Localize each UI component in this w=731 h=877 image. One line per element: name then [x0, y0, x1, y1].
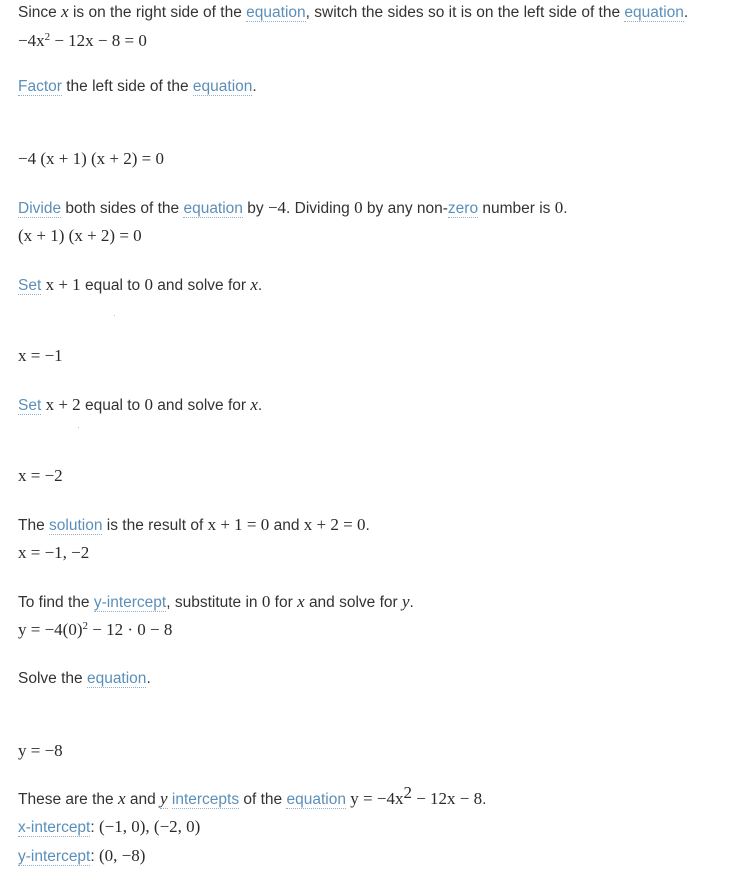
equation-reduced: (x + 1) (x + 2) = 0	[18, 226, 142, 245]
solution-link[interactable]: solution	[49, 517, 103, 534]
y-intercept-link[interactable]: y-intercept	[18, 848, 91, 865]
set-link[interactable]: Set	[18, 397, 42, 414]
y-intercept-link[interactable]: y-intercept	[93, 594, 167, 611]
equation-link[interactable]: equation	[246, 4, 306, 21]
step-solution-text: The solution is the result of x + 1 = 0 and x + 2 = 0.	[18, 515, 370, 534]
solution-second: x = −2	[18, 466, 63, 485]
equation-link[interactable]: equation	[183, 200, 243, 217]
step-factor-text: Factor the left side of the equation.	[18, 78, 257, 95]
solution-first: x = −1	[18, 346, 63, 365]
speck	[78, 427, 79, 428]
step-divide-text: Divide both sides of the equation by −4. Dividing 0 by any non-zero number is 0.	[18, 198, 568, 217]
x-intercept-value: (−1, 0), (−2, 0)	[99, 817, 201, 836]
step-solve-text: Solve the equation.	[18, 670, 151, 687]
speck	[114, 315, 115, 316]
var-x: x	[61, 2, 69, 21]
solutions-combined: x = −1, −2	[18, 543, 90, 562]
x-intercept-row: x-intercept: (−1, 0), (−2, 0)	[18, 817, 201, 836]
equation-link[interactable]: equation	[192, 78, 253, 95]
x-intercept-link[interactable]: x-intercept	[18, 819, 91, 836]
y-intercept-row: y-intercept: (0, −8)	[18, 846, 146, 865]
intercepts-link[interactable]: intercepts	[171, 791, 240, 808]
equation-factored: −4 (x + 1) (x + 2) = 0	[18, 149, 164, 168]
equation-link[interactable]: equation	[86, 670, 147, 687]
step-y-intercept-text: To find the y-intercept, substitute in 0 for x and solve for y.	[18, 592, 414, 611]
factor-link[interactable]: Factor	[18, 78, 62, 95]
step-set-second-factor-text: Set x + 2 equal to 0 and solve for x.	[18, 395, 263, 414]
y-intercept-value: (0, −8)	[99, 846, 146, 865]
equation-link[interactable]: equation	[624, 4, 684, 21]
step-switch-sides-text: Since x is on the right side of the equation, switch the sides so it is on the left side of the equation.	[18, 2, 689, 21]
divide-link[interactable]: Divide	[18, 200, 62, 217]
zero-link[interactable]: zero	[447, 200, 479, 217]
equation-standard: $-4x^2 - 12x - 8 = 0$	[18, 31, 147, 50]
equation-link[interactable]: equation	[286, 791, 346, 808]
set-link[interactable]: Set	[18, 277, 42, 294]
step-set-first-factor-text: Set x + 1 equal to 0 and solve for x.	[18, 275, 263, 294]
y-value: y = −8	[18, 741, 63, 760]
equation-substituted: $y = -4(0)^2 - 12 \cdot 0 - 8$	[18, 620, 173, 639]
step-intercepts-summary-text: These are the x and y intercepts of the equation $y = -4x^2 - 12x - 8$.	[18, 783, 487, 808]
